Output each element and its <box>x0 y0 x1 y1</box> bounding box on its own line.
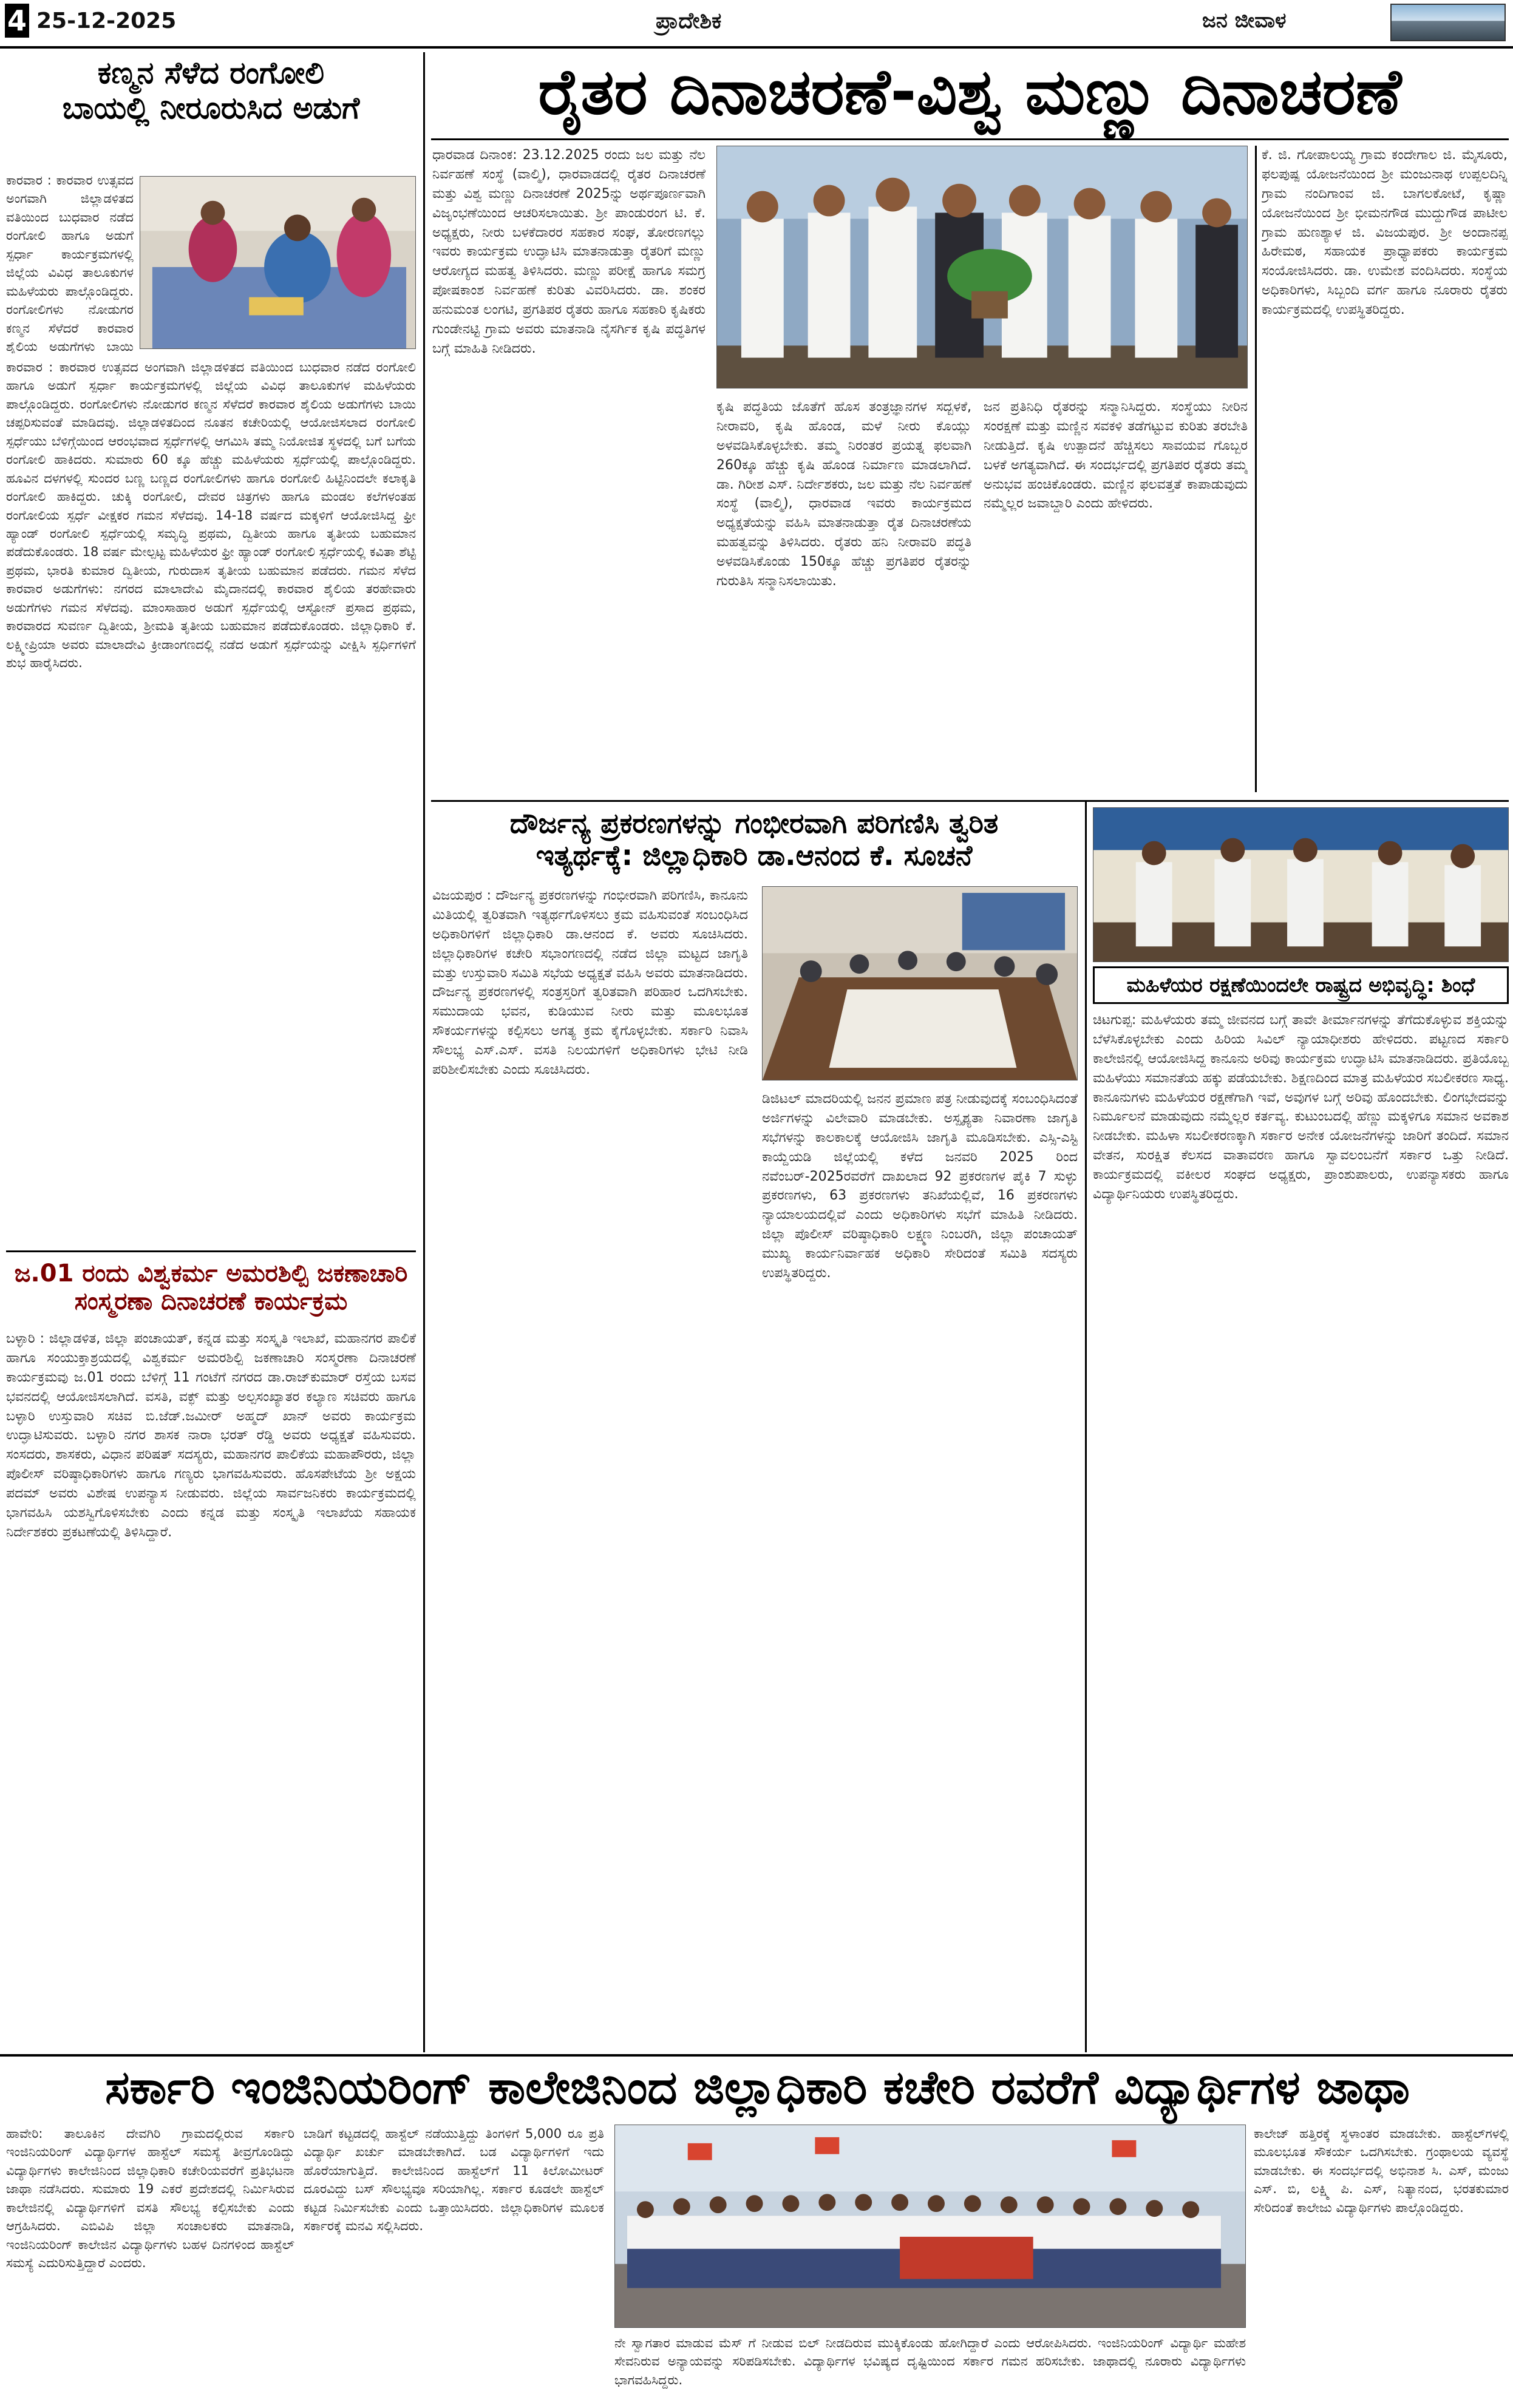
divider <box>431 138 1509 140</box>
jatha-col2: ಬಾಡಿಗೆ ಕಟ್ಟಡದಲ್ಲಿ ಹಾಸ್ಟೆಲ್ ನಡೆಯುತ್ತಿದ್ದು ತಿಂಗಳಿಗೆ 5,000 ರೂ ಪ್ರತಿ ವಿದ್ಯಾರ್ಥಿ ಖರ್ಚು ಮಾಡಬೇಕಾಗಿದೆ. ಬಡ ವಿದ್ಯಾರ್ಥಿಗಳಿಗೆ ಇದು ಹೊರೆಯಾಗುತ್ತಿದೆ. ಕಾಲೇಜಿನಿಂದ ಹಾಸ್ಟೆಲ್‌ಗೆ 11 ಕಿಲೋಮೀಟರ್ ದೂರವಿದ್ದು ಬಸ್ ಸೌಲಭ್ಯವೂ ಸರಿಯಾಗಿಲ್ಲ. ಸರ್ಕಾರ ಕೂಡಲೇ ಹಾಸ್ಟೆಲ್ ಕಟ್ಟಡ ನಿರ್ಮಿಸಬೇಕು ಎಂದು ಒತ್ತಾಯಿಸಿದರು. ಜಿಲ್ಲಾಧಿಕಾರಿಗಳ ಮೂಲಕ ಸರ್ಕಾರಕ್ಕೆ ಮನವಿ ಸಲ್ಲಿಸಿದರು. <box>304 2126 604 2234</box>
atrocity-headline-line2: ಇತ್ಯರ್ಥಕ್ಕೆ: ಜಿಲ್ಲಾಧಿಕಾರಿ ಡಾ.ಆನಂದ ಕೆ. ಸೂಚನೆ <box>536 838 973 872</box>
jatha-col1: ಹಾವೇರಿ: ತಾಲೂಕಿನ ದೇವಗಿರಿ ಗ್ರಾಮದಲ್ಲಿರುವ ಸರ್ಕಾರಿ ಇಂಜಿನಿಯರಿಂಗ್ ವಿದ್ಯಾರ್ಥಿಗಳ ಹಾಸ್ಟೆಲ್ ಸಮಸ್ಯೆ ತೀವ್ರಗೊಂಡಿದ್ದು ವಿದ್ಯಾರ್ಥಿಗಳು ಕಾಲೇಜಿನಿಂದ ಜಿಲ್ಲಾಧಿಕಾರಿ ಕಚೇರಿಯವರೆಗೆ ಪ್ರತಿಭಟನಾ ಜಾಥಾ ನಡೆಸಿದರು. ಸುಮಾರು 19 ಎಕರೆ ಪ್ರದೇಶದಲ್ಲಿ ನಿರ್ಮಿಸಿರುವ ಕಾಲೇಜಿನಲ್ಲಿ ವಿದ್ಯಾರ್ಥಿಗಳಿಗೆ ವಸತಿ ಸೌಲಭ್ಯ ಕಲ್ಪಿಸಬೇಕು ಎಂದು ಆಗ್ರಹಿಸಿದರು. ಎಬಿವಿಪಿ ಜಿಲ್ಲಾ ಸಂಚಾಲಕರು ಮಾತನಾಡಿ, ಇಂಜಿನಿಯರಿಂಗ್ ಕಾಲೇಜಿನ ವಿದ್ಯಾರ್ಥಿಗಳು ಬಹಳ ದಿನಗಳಿಂದ ಹಾಸ್ಟೆಲ್ ಸಮಸ್ಯೆ ಎದುರಿಸುತ್ತಿದ್ದಾರೆ ಎಂದರು. <box>6 2126 294 2271</box>
vishwakarma-headline-line2: ಸಂಸ್ಮರಣಾ ದಿನಾಚರಣೆ ಕಾರ್ಯಕ್ರಮ <box>74 1287 348 1315</box>
rangoli-body-text-cont <box>6 358 416 1244</box>
rangoli-photo <box>140 176 416 349</box>
atrocity-meeting-photo <box>762 886 1078 1080</box>
vishwakarma-headline <box>6 1260 416 1315</box>
soil-day-col3: ಜನ ಪ್ರತಿನಿಧಿ ರೈತರನ್ನು ಸನ್ಮಾನಿಸಿದ್ದರು. ಸಂಸ್ಥೆಯು ನೀರಿನ ಸಂರಕ್ಷಣೆ ಮತ್ತು ಮಣ್ಣಿನ ಸವಕಳಿ ತಡೆಗಟ್ಟುವ ಕುರಿತು ತರಬೇತಿ ನೀಡುತ್ತಿದೆ. ಕೃಷಿ ಉತ್ಪಾದನೆ ಹೆಚ್ಚಿಸಲು ಸಾವಯವ ಗೊಬ್ಬರ ಬಳಕೆ ಅಗತ್ಯವಾಗಿದೆ. ಈ ಸಂದರ್ಭದಲ್ಲಿ ಪ್ರಗತಿಪರ ರೈತರು ತಮ್ಮ ಅನುಭವ ಹಂಚಿಕೊಂಡರು. ಮಣ್ಣಿನ ಫಲವತ್ತತೆ ಕಾಪಾಡುವುದು ನಮ್ಮೆಲ್ಲರ ಜವಾಬ್ದಾರಿ ಎಂದು ಹೇಳಿದರು. <box>984 399 1248 512</box>
masthead <box>0 0 1513 49</box>
soil-day-photo <box>716 146 1248 388</box>
soil-day-headline: ರೈತರ ದಿನಾಚರಣೆ-ವಿಶ್ವ ಮಣ್ಣು ದಿನಾಚರಣೆ <box>538 55 1402 129</box>
atrocity-col1: ವಿಜಯಪುರ : ದೌರ್ಜನ್ಯ ಪ್ರಕರಣಗಳನ್ನು ಗಂಭೀರವಾಗಿ ಪರಿಗಣಿಸಿ, ಕಾನೂನು ಮಿತಿಯಲ್ಲಿ ತ್ವರಿತವಾಗಿ ಇತ್ಯರ್ಥಗೊಳಿಸಲು ಕ್ರಮ ವಹಿಸುವಂತೆ ಸಂಬಂಧಿಸಿದ ಅಧಿಕಾರಿಗಳಿಗೆ ಜಿಲ್ಲಾಧಿಕಾರಿ ಡಾ.ಆನಂದ ಕೆ. ಅವರು ಸೂಚಿಸಿದರು. ಜಿಲ್ಲಾಧಿಕಾರಿಗಳ ಕಚೇರಿ ಸಭಾಂಗಣದಲ್ಲಿ ನಡೆದ ಜಿಲ್ಲಾ ಮಟ್ಟದ ಜಾಗೃತಿ ಮತ್ತು ಉಸ್ತುವಾರಿ ಸಮಿತಿ ಸಭೆಯ ಅಧ್ಯಕ್ಷತೆ ವಹಿಸಿ ಅವರು ಮಾತನಾಡಿದರು. ದೌರ್ಜನ್ಯ ಪ್ರಕರಣಗಳಲ್ಲಿ ಸಂತ್ರಸ್ತರಿಗೆ ತ್ವರಿತವಾಗಿ ಪರಿಹಾರ ಒದಗಿಸಬೇಕು. ಸಮುದಾಯ ಭವನ, ಕುಡಿಯುವ ನೀರು ಮತ್ತು ಮೂಲಭೂತ ಸೌಕರ್ಯಗಳನ್ನು ಕಲ್ಪಿಸಲು ಅಗತ್ಯ ಕ್ರಮ ಕೈಗೊಳ್ಳಬೇಕು. ಸರ್ಕಾರಿ ನಿವಾಸಿ ಸೌಲಭ್ಯ ಎಸ್.ಎಸ್. ವಸತಿ ನಿಲಯಗಳಿಗೆ ಅಧಿಕಾರಿಗಳು ಭೇಟಿ ನೀಡಿ ಪರಿಶೀಲಿಸಬೇಕು ಎಂದು ಸೂಚಿಸಿದರು. <box>432 888 748 1078</box>
women-event-photo <box>1093 807 1509 962</box>
soil-day-col2: ಕೃಷಿ ಪದ್ಧತಿಯ ಜೊತೆಗೆ ಹೊಸ ತಂತ್ರಜ್ಞಾನಗಳ ಸದ್ಬಳಕೆ, ನೀರಾವರಿ, ಕೃಷಿ ಹೊಂಡ, ಮಳೆ ನೀರು ಕೊಯ್ಲು ಅಳವಡಿಸಿಕೊಳ್ಳಬೇಕು. ತಮ್ಮ ನಿರಂತರ ಪ್ರಯತ್ನ ಫಲವಾಗಿ 260ಕ್ಕೂ ಹೆಚ್ಚು ಕೃಷಿ ಹೊಂಡ ನಿರ್ಮಾಣ ಮಾಡಲಾಗಿದೆ. ಡಾ. ಗಿರೀಶ ಎಸ್. ನಿರ್ದೇಶಕರು, ಜಲ ಮತ್ತು ನೆಲ ನಿರ್ವಹಣೆ ಸಂಸ್ಥೆ (ವಾಲ್ಮಿ), ಧಾರವಾಡ ಇವರು ಕಾರ್ಯಕ್ರಮದ ಅಧ್ಯಕ್ಷತೆಯನ್ನು ವಹಿಸಿ ಮಾತನಾಡುತ್ತಾ ರೈತ ದಿನಾಚರಣೆಯ ಮಹತ್ವವನ್ನು ತಿಳಿಸಿದರು. ರೈತರು ಹನಿ ನೀರಾವರಿ ಪದ್ಧತಿ ಅಳವಡಿಸಿಕೊಂಡು 150ಕ್ಕೂ ಹೆಚ್ಚು ಪ್ರಗತಿಪರ ರೈತರನ್ನು ಗುರುತಿಸಿ ಸನ್ಮಾನಿಸಲಾಯಿತು. <box>716 399 971 589</box>
jatha-col4: ಕಾಲೇಜ್ ಹತ್ತಿರಕ್ಕೆ ಸ್ಥಳಾಂತರ ಮಾಡಬೇಕು. ಹಾಸ್ಟೆಲ್‌ಗಳಲ್ಲಿ ಮೂಲಭೂತ ಸೌಕರ್ಯ ಒದಗಿಸಬೇಕು. ಗ್ರಂಥಾಲಯ ವ್ಯವಸ್ಥೆ ಮಾಡಬೇಕು. ಈ ಸಂದರ್ಭದಲ್ಲಿ ಅಭಿನಾಶ ಸಿ. ಎಸ್, ಮಂಜು ಎಸ್. ಬಿ, ಲಕ್ಷ್ಮಿ ಪಿ. ಎಸ್, ನಿತ್ಯಾನಂದ, ಭರತಕುಮಾರ ಸೇರಿದಂತೆ ಕಾಲೇಜು ವಿದ್ಯಾರ್ಥಿಗಳು ಪಾಲ್ಗೊಂಡಿದ್ದರು. <box>1254 2126 1509 2215</box>
issue-date: 25-12-2025 <box>36 8 177 33</box>
soil-day-col1: ಧಾರವಾಡ ದಿನಾಂಕ: 23.12.2025 ರಂದು ಜಲ ಮತ್ತು ನೆಲ ನಿರ್ವಹಣೆ ಸಂಸ್ಥೆ (ವಾಲ್ಮಿ), ಧಾರವಾಡದಲ್ಲಿ ರೈತರ ದಿನಾಚರಣೆ ಮತ್ತು ವಿಶ್ವ ಮಣ್ಣು ದಿನಾಚರಣೆ 2025ನ್ನು ಅರ್ಥಪೂರ್ಣವಾಗಿ ವಿಜೃಂಭಣೆಯಿಂದ ಆಚರಿಸಲಾಯಿತು. ಶ್ರೀ ಪಾಂಡುರಂಗ ಟಿ. ಕೆ. ಅಧ್ಯಕ್ಷರು, ನೀರು ಬಳಕೆದಾರರ ಸಹಕಾರ ಸಂಘ, ತೋರಣಗಲ್ಲು ಇವರು ಕಾರ್ಯಕ್ರಮ ಉದ್ಘಾಟಿಸಿ ಮಾತನಾಡುತ್ತಾ ರೈತರಿಗೆ ಮಣ್ಣು ಆರೋಗ್ಯದ ಮಹತ್ವ ತಿಳಿಸಿದರು. ಮಣ್ಣು ಪರೀಕ್ಷೆ ಹಾಗೂ ಸಮಗ್ರ ಪೋಷಕಾಂಶ ನಿರ್ವಹಣೆ ಕುರಿತು ವಿವರಿಸಿದರು. ಡಾ. ಶಂಕರ ಹನುಮಂತ ಲಂಗಟಿ, ಪ್ರಗತಿಪರ ರೈತರು ಹಾಗೂ ಸಹಕಾರಿ ಕೃಷಿಕರು ಗುಂಡೇನಟ್ಟಿ ಗ್ರಾಮ ಅವರು ಮಾತನಾಡಿ ನೈಸರ್ಗಿಕ ಕೃಷಿ ಪದ್ಧತಿಗಳ ಬಗ್ಗೆ ಮಾಹಿತಿ ನೀಡಿದರು. <box>432 148 706 356</box>
vishwakarma-headline-line1: ಜ.01 ರಂದು ವಿಶ್ವಕರ್ಮ ಅಮರಶಿಲ್ಪಿ ಜಕಣಾಚಾರಿ <box>14 1260 408 1287</box>
jatha-procession-photo <box>614 2125 1246 2328</box>
atrocity-headline <box>432 807 1076 872</box>
section-title: ಪ್ರಾದೇಶಿಕ <box>656 8 722 33</box>
divider <box>0 2054 1513 2057</box>
rangoli-headline <box>6 56 416 126</box>
rangoli-body-continuation: ಕಾರವಾರ : ಕಾರವಾರ ಉತ್ಸವದ ಅಂಗವಾಗಿ ಜಿಲ್ಲಾಡಳಿತದ ವತಿಯಿಂದ ಬುಧವಾರ ನಡೆದ ರಂಗೋಲಿ ಹಾಗೂ ಅಡುಗೆ ಸ್ಪರ್ಧಾ ಕಾರ್ಯಕ್ರಮಗಳಲ್ಲಿ ಜಿಲ್ಲೆಯ ವಿವಿಧ ತಾಲೂಕುಗಳ ಮಹಿಳೆಯರು ಪಾಲ್ಗೊಂಡಿದ್ದರು. ರಂಗೋಲಿಗಳು ನೋಡುಗರ ಕಣ್ಮನ ಸೆಳೆದರೆ ಕಾರವಾರ ಶೈಲಿಯ ಅಡುಗೆಗಳು ಬಾಯಿ ಚಪ್ಪರಿಸುವಂತೆ ಮಾಡಿದವು. ಜಿಲ್ಲಾಡಳಿತದಿಂದ ನೂತನ ಕಚೇರಿಯಲ್ಲಿ ಆಯೋಜಿಸಲಾದ ರಂಗೋಲಿ ಸ್ಪರ್ಧೆಯು ಬೆಳಿಗ್ಗೆಯಿಂದ ಆರಂಭವಾದ ಸ್ಪರ್ಧೆಗಳಲ್ಲಿ ಆಗಮಿಸಿ ತಮ್ಮ ನಿಯೋಜಿತ ಸ್ಥಳದಲ್ಲಿ ಬಗೆ ಬಗೆಯ ರಂಗೋಲಿ ಹಾಕಿದರು. ಸುಮಾರು 60 ಕ್ಕೂ ಹೆಚ್ಚು ಮಹಿಳೆಯರು ಸ್ಪರ್ಧೆಯಲ್ಲಿ ಪಾಲ್ಗೊಂಡಿದ್ದರು. ಹೂವಿನ ದಳಗಳಲ್ಲಿ ಸುಂದರ ಬಣ್ಣ ಬಣ್ಣದ ರಂಗೋಲಿಗಳು ಹಾಗೂ ರಂಗೋಲಿ ಹಿಟ್ಟಿನಿಂದಲೇ ಕಲಾಕೃತಿ ರಂಗೋಲಿ ಹಾಕಿದ್ದರು. ಚುಕ್ಕಿ ರಂಗೋಲಿ, ದೇವರ ಚಿತ್ರಗಳು ಹಾಗೂ ಮಂಡಲ ಕಲೆಗಳಂತಹ ರಂಗೋಲಿಯ ಸ್ಪರ್ಧೆ ವೀಕ್ಷಕರ ಗಮನ ಸೆಳೆದವು. 14-18 ವರ್ಷದ ಮಕ್ಕಳಿಗೆ ಆಯೋಜಿಸಿದ್ದ ಫ್ರೀ ಹ್ಯಾಂಡ್ ರಂಗೋಲಿ ಸ್ಪರ್ಧೆಯಲ್ಲಿ ಸಮೃದ್ಧಿ ಪ್ರಥಮ, ದ್ವಿತೀಯ ಹಾಗೂ ತೃತೀಯ ಬಹುಮಾನ ಪಡೆದುಕೊಂಡರು. 18 ವರ್ಷ ಮೇಲ್ಪಟ್ಟ ಮಹಿಳೆಯರ ಫ್ರೀ ಹ್ಯಾಂಡ್ ರಂಗೋಲಿ ಸ್ಪರ್ಧೆಯಲ್ಲಿ ಕವಿತಾ ಶೆಟ್ಟಿ ಪ್ರಥಮ, ಭಾರತಿ ಕುಮಾರ ದ್ವಿತೀಯ, ಗುರುದಾಸ ತೃತೀಯ ಬಹುಮಾನ ಪಡೆದರು. ಗಮನ ಸೆಳೆದ ಕಾರವಾರ ಅಡುಗೆಗಳು: ನಗರದ ಮಾಲಾದೇವಿ ಮೈದಾನದಲ್ಲಿ ಕಾರವಾರ ಶೈಲಿಯ ತರಹೇವಾರು ಅಡುಗೆಗಳು ಗಮನ ಸೆಳೆದವು. ಮಾಂಸಾಹಾರ ಅಡುಗೆ ಸ್ಪರ್ಧೆಯಲ್ಲಿ ಆಸ್ಟೋನ್ ಪ್ರಸಾದ ಪ್ರಥಮ, ಕಾರವಾರದ ಸುವರ್ಣ ದ್ವಿತೀಯ, ಶ್ರೀಮತಿ ತೃತೀಯ ಬಹುಮಾನ ಪಡೆದುಕೊಂಡರು. ಜಿಲ್ಲಾಧಿಕಾರಿ ಕೆ. ಲಕ್ಷ್ಮೀಪ್ರಿಯಾ ಅವರು ಮಾಲಾದೇವಿ ಕ್ರೀಡಾಂಗಣದಲ್ಲಿ ನಡೆದ ಅಡುಗೆ ಸ್ಪರ್ಧೆಯನ್ನು ವೀಕ್ಷಿಸಿ ಸ್ಪರ್ಧಿಗಳಿಗೆ ಶುಭ ಹಾರೈಸಿದರು. <box>6 360 416 670</box>
rangoli-headline-line1: ಕಣ್ಮನ ಸೆಳೆದ ರಂಗೋಲಿ <box>97 55 325 90</box>
rangoli-headline-line2: ಬಾಯಲ್ಲಿ ನೀರೂರುಸಿದ ಅಡುಗೆ <box>62 90 360 126</box>
atrocity-col2: ಡಿಜಿಟಲ್ ಮಾದರಿಯಲ್ಲಿ ಜನನ ಪ್ರಮಾಣ ಪತ್ರ ನೀಡುವುದಕ್ಕೆ ಸಂಬಂಧಿಸಿದಂತೆ ಅರ್ಜಿಗಳನ್ನು ವಿಲೇವಾರಿ ಮಾಡಬೇಕು. ಅಸ್ಪೃಶ್ಯತಾ ನಿವಾರಣಾ ಜಾಗೃತಿ ಸಭೆಗಳನ್ನು ಕಾಲಕಾಲಕ್ಕೆ ಆಯೋಜಿಸಿ ಜಾಗೃತಿ ಮೂಡಿಸಬೇಕು. ಎಸ್ಸಿ-ಎಸ್ಟಿ ಕಾಯ್ದೆಯಡಿ ಜಿಲ್ಲೆಯಲ್ಲಿ ಕಳೆದ ಜನವರಿ 2025 ರಿಂದ ನವೆಂಬರ್-2025ರವರೆಗೆ ದಾಖಲಾದ 92 ಪ್ರಕರಣಗಳ ಪೈಕಿ 7 ಸುಳ್ಳು ಪ್ರಕರಣಗಳು, 63 ಪ್ರಕರಣಗಳು ತನಿಖೆಯಲ್ಲಿವೆ, 16 ಪ್ರಕರಣಗಳು ನ್ಯಾಯಾಲಯದಲ್ಲಿವೆ ಎಂದು ಅಧಿಕಾರಿಗಳು ಸಭೆಗೆ ಮಾಹಿತಿ ನೀಡಿದರು. ಜಿಲ್ಲಾ ಪೊಲೀಸ್ ವರಿಷ್ಠಾಧಿಕಾರಿ ಲಕ್ಷ್ಮಣ ನಿಂಬರಗಿ, ಜಿಲ್ಲಾ ಪಂಚಾಯತ್ ಮುಖ್ಯ ಕಾರ್ಯನಿರ್ವಾಹಕ ಅಧಿಕಾರಿ ಸೇರಿದಂತೆ ಸಮಿತಿ ಸದಸ್ಯರು ಉಪಸ್ಥಿತರಿದ್ದರು. <box>762 1091 1078 1281</box>
women-body-text: ಚಿಟಗುಪ್ಪ: ಮಹಿಳೆಯರು ತಮ್ಮ ಜೀವನದ ಬಗ್ಗೆ ತಾವೇ ತೀರ್ಮಾನಗಳನ್ನು ತೆಗೆದುಕೊಳ್ಳುವ ಶಕ್ತಿಯನ್ನು ಬೆಳೆಸಿಕೊಳ್ಳಬೇಕು ಎಂದು ಹಿರಿಯ ಸಿವಿಲ್ ನ್ಯಾಯಾಧೀಶರು ಹೇಳಿದರು. ಪಟ್ಟಣದ ಸರ್ಕಾರಿ ಕಾಲೇಜಿನಲ್ಲಿ ಆಯೋಜಿಸಿದ್ದ ಕಾನೂನು ಅರಿವು ಕಾರ್ಯಕ್ರಮ ಉದ್ಘಾಟಿಸಿ ಮಾತನಾಡಿದರು. ಪ್ರತಿಯೊಬ್ಬ ಮಹಿಳೆಯು ಸಮಾನತೆಯ ಹಕ್ಕು ಪಡೆಯಬೇಕು. ಶಿಕ್ಷಣದಿಂದ ಮಾತ್ರ ಮಹಿಳೆಯರ ಸಬಲೀಕರಣ ಸಾಧ್ಯ. ಕಾನೂನುಗಳು ಮಹಿಳೆಯರ ರಕ್ಷಣೆಗಾಗಿ ಇವೆ, ಅವುಗಳ ಬಗ್ಗೆ ಅರಿವು ಹೊಂದಬೇಕು. ಲಿಂಗಭೇದವನ್ನು ನಿರ್ಮೂಲನೆ ಮಾಡುವುದು ನಮ್ಮೆಲ್ಲರ ಕರ್ತವ್ಯ. ಕುಟುಂಬದಲ್ಲಿ ಹೆಣ್ಣು ಮಕ್ಕಳಿಗೂ ಸಮಾನ ಅವಕಾಶ ನೀಡಬೇಕು. ಮಹಿಳಾ ಸಬಲೀಕರಣಕ್ಕಾಗಿ ಸರ್ಕಾರ ಅನೇಕ ಯೋಜನೆಗಳನ್ನು ಜಾರಿಗೆ ತಂದಿದೆ. ಸಮಾನ ವೇತನ, ಸುರಕ್ಷಿತ ಕೆಲಸದ ವಾತಾವರಣ ಹಾಗೂ ಸ್ವಾವಲಂಬನೆಗೆ ಸರ್ಕಾರ ಒತ್ತು ನೀಡಿದೆ. ಕಾರ್ಯಕ್ರಮದಲ್ಲಿ ವಕೀಲರ ಸಂಘದ ಅಧ್ಯಕ್ಷರು, ಪ್ರಾಂಶುಪಾಲರು, ಉಪನ್ಯಾಸಕರು ಹಾಗೂ ವಿದ್ಯಾರ್ಥಿನಿಯರು ಉಪಸ್ಥಿತರಿದ್ದರು. <box>1093 1012 1509 1202</box>
rangoli-body-text: ಕಾರವಾರ : ಕಾರವಾರ ಉತ್ಸವದ ಅಂಗವಾಗಿ ಜಿಲ್ಲಾಡಳಿತದ ವತಿಯಿಂದ ಬುಧವಾರ ನಡೆದ ರಂಗೋಲಿ ಹಾಗೂ ಅಡುಗೆ ಸ್ಪರ್ಧಾ ಕಾರ್ಯಕ್ರಮಗಳಲ್ಲಿ ಜಿಲ್ಲೆಯ ವಿವಿಧ ತಾಲೂಕುಗಳ ಮಹಿಳೆಯರು ಪಾಲ್ಗೊಂಡಿದ್ದರು. ರಂಗೋಲಿಗಳು ನೋಡುಗರ ಕಣ್ಮನ ಸೆಳೆದರೆ ಕಾರವಾರ ಶೈಲಿಯ ಅಡುಗೆಗಳು ಬಾಯಿ <box>6 173 134 353</box>
divider <box>6 1250 416 1252</box>
column-rule <box>1085 800 1087 2052</box>
newspaper-brand: ಜನ ಜೀವಾಳ <box>1202 8 1287 33</box>
divider <box>431 800 1509 802</box>
vishwakarma-body-text: ಬಳ್ಳಾರಿ : ಜಿಲ್ಲಾಡಳಿತ, ಜಿಲ್ಲಾ ಪಂಚಾಯತ್, ಕನ್ನಡ ಮತ್ತು ಸಂಸ್ಕೃತಿ ಇಲಾಖೆ, ಮಹಾನಗರ ಪಾಲಿಕೆ ಹಾಗೂ ಸಂಯುಕ್ತಾಶ್ರಯದಲ್ಲಿ ವಿಶ್ವಕರ್ಮ ಅಮರಶಿಲ್ಪಿ ಜಕಣಾಚಾರಿ ಸಂಸ್ಮರಣಾ ದಿನಾಚರಣೆ ಕಾರ್ಯಕ್ರಮವು ಜ.01 ರಂದು ಬೆಳಿಗ್ಗೆ 11 ಗಂಟೆಗೆ ನಗರದ ಡಾ.ರಾಜ್‌ಕುಮಾರ್ ರಸ್ತೆಯ ಬಸವ ಭವನದಲ್ಲಿ ಆಯೋಜಿಸಲಾಗಿದೆ. ವಸತಿ, ವಕ್ಫ್ ಮತ್ತು ಅಲ್ಪಸಂಖ್ಯಾತರ ಕಲ್ಯಾಣ ಸಚಿವರು ಹಾಗೂ ಬಳ್ಳಾರಿ ಉಸ್ತುವಾರಿ ಸಚಿವ ಬಿ.ಜೆಡ್.ಜಮೀರ್ ಅಹ್ಮದ್ ಖಾನ್ ಅವರು ಕಾರ್ಯಕ್ರಮ ಉದ್ಘಾಟಿಸುವರು. ಬಳ್ಳಾರಿ ನಗರ ಶಾಸಕ ನಾರಾ ಭರತ್ ರೆಡ್ಡಿ ಅವರು ಅಧ್ಯಕ್ಷತೆ ವಹಿಸುವರು. ಸಂಸದರು, ಶಾಸಕರು, ವಿಧಾನ ಪರಿಷತ್ ಸದಸ್ಯರು, ಮಹಾನಗರ ಪಾಲಿಕೆಯ ಮಹಾಪೌರರು, ಜಿಲ್ಲಾ ಪೊಲೀಸ್ ವರಿಷ್ಠಾಧಿಕಾರಿಗಳು ಹಾಗೂ ಗಣ್ಯರು ಭಾಗವಹಿಸುವರು. ಹೊಸಪೇಟೆಯ ಶ್ರೀ ಅಕ್ಷಯ ಪದಮ್ ಅವರು ವಿಶೇಷ ಉಪನ್ಯಾಸ ನೀಡುವರು. ಜಿಲ್ಲೆಯ ಸಾರ್ವಜನಿಕರು ಕಾರ್ಯಕ್ರಮದಲ್ಲಿ ಭಾಗವಹಿಸಿ ಯಶಸ್ವಿಗೊಳಿಸಬೇಕು ಎಂದು ಕನ್ನಡ ಮತ್ತು ಸಂಸ್ಕೃತಿ ಇಲಾಖೆಯ ಸಹಾಯಕ ನಿರ್ದೇಶಕರು ಪ್ರಕಟಣೆಯಲ್ಲಿ ತಿಳಿಸಿದ್ದಾರೆ. <box>6 1331 416 1540</box>
page-number: 4 <box>5 4 29 38</box>
column-rule <box>1255 146 1257 792</box>
masthead-flag-image <box>1390 4 1506 41</box>
jatha-col3: ನೇ ಸ್ವಾಗತಾರ ಮಾಡುವ ಮೆಸ್ ಗೆ ನೀಡುವ ಬಿಲ್ ನೀಡದಿರುವ ಮುಕ್ಕಿಕೊಂಡು ಹೋಗಿದ್ದಾರೆ ಎಂದು ಆರೋಪಿಸಿದರು. ಇಂಜಿನಿಯರಿಂಗ್ ವಿದ್ಯಾರ್ಥಿ ಮಹೇಶ ಸೇವನಿರುವ ಅನ್ಯಾಯವನ್ನು ಸರಿಪಡಿಸಬೇಕು. ವಿದ್ಯಾರ್ಥಿಗಳ ಭವಿಷ್ಯದ ದೃಷ್ಟಿಯಿಂದ ಸರ್ಕಾರ ಗಮನ ಹರಿಸಬೇಕು. ಜಾಥಾದಲ್ಲಿ ನೂರಾರು ವಿದ್ಯಾರ್ಥಿಗಳು ಭಾಗವಹಿಸಿದ್ದರು. <box>614 2336 1246 2387</box>
atrocity-headline-line1: ದೌರ್ಜನ್ಯ ಪ್ರಕರಣಗಳನ್ನು ಗಂಭೀರವಾಗಿ ಪರಿಗಣಿಸಿ ತ್ವರಿತ <box>509 807 999 839</box>
women-headline: ಮಹಿಳೆಯರ ರಕ್ಷಣೆಯಿಂದಲೇ ರಾಷ್ಟ್ರದ ಅಭಿವೃದ್ಧಿ: ಶಿಂಧೆ <box>1126 973 1475 997</box>
soil-day-col4: ಕೆ. ಜಿ. ಗೋಪಾಲಯ್ಯ ಗ್ರಾಮ ಕಂದೇಗಾಲ ಜಿ. ಮೈಸೂರು, ಫಲಪುಷ್ಪ ಯೋಜನೆಯಿಂದ ಶ್ರೀ ಮಂಜುನಾಥ ಉಪ್ಪಲದಿನ್ನಿ ಗ್ರಾಮ ನಂದಿಗಾಂವ ಜಿ. ಬಾಗಲಕೋಟೆ, ಕೃಷ್ಣಾ ಯೋಜನೆಯಿಂದ ಶ್ರೀ ಭೀಮನಗೌಡ ಮುದ್ದುಗೌಡ ಪಾಟೀಲ ಗ್ರಾಮ ಹುಣಶ್ಯಾಳ ಜಿ. ವಿಜಯಪುರ. ಶ್ರೀ ಅಂದಾನಪ್ಪ ಹಿರೇಮಠ, ಸಹಾಯಕ ಪ್ರಾಧ್ಯಾಪಕರು ಕಾರ್ಯಕ್ರಮ ಸಂಯೋಜಿಸಿದರು. ಡಾ. ಉಮೇಶ ವಂದಿಸಿದರು. ಸಂಸ್ಥೆಯ ಅಧಿಕಾರಿಗಳು, ಸಿಬ್ಬಂದಿ ವರ್ಗ ಹಾಗೂ ನೂರಾರು ರೈತರು ಕಾರ್ಯಕ್ರಮದಲ್ಲಿ ಉಪಸ್ಥಿತರಿದ್ದರು. <box>1262 148 1508 318</box>
jatha-headline: ಸರ್ಕಾರಿ ಇಂಜಿನಿಯರಿಂಗ್ ಕಾಲೇಜಿನಿಂದ ಜಿಲ್ಲಾಧಿಕಾರಿ ಕಚೇರಿ ರವರೆಗೆ ವಿದ್ಯಾರ್ಥಿಗಳ ಜಾಥಾ <box>105 2060 1410 2114</box>
column-rule <box>423 52 425 2052</box>
women-headline-box <box>1093 966 1509 1004</box>
